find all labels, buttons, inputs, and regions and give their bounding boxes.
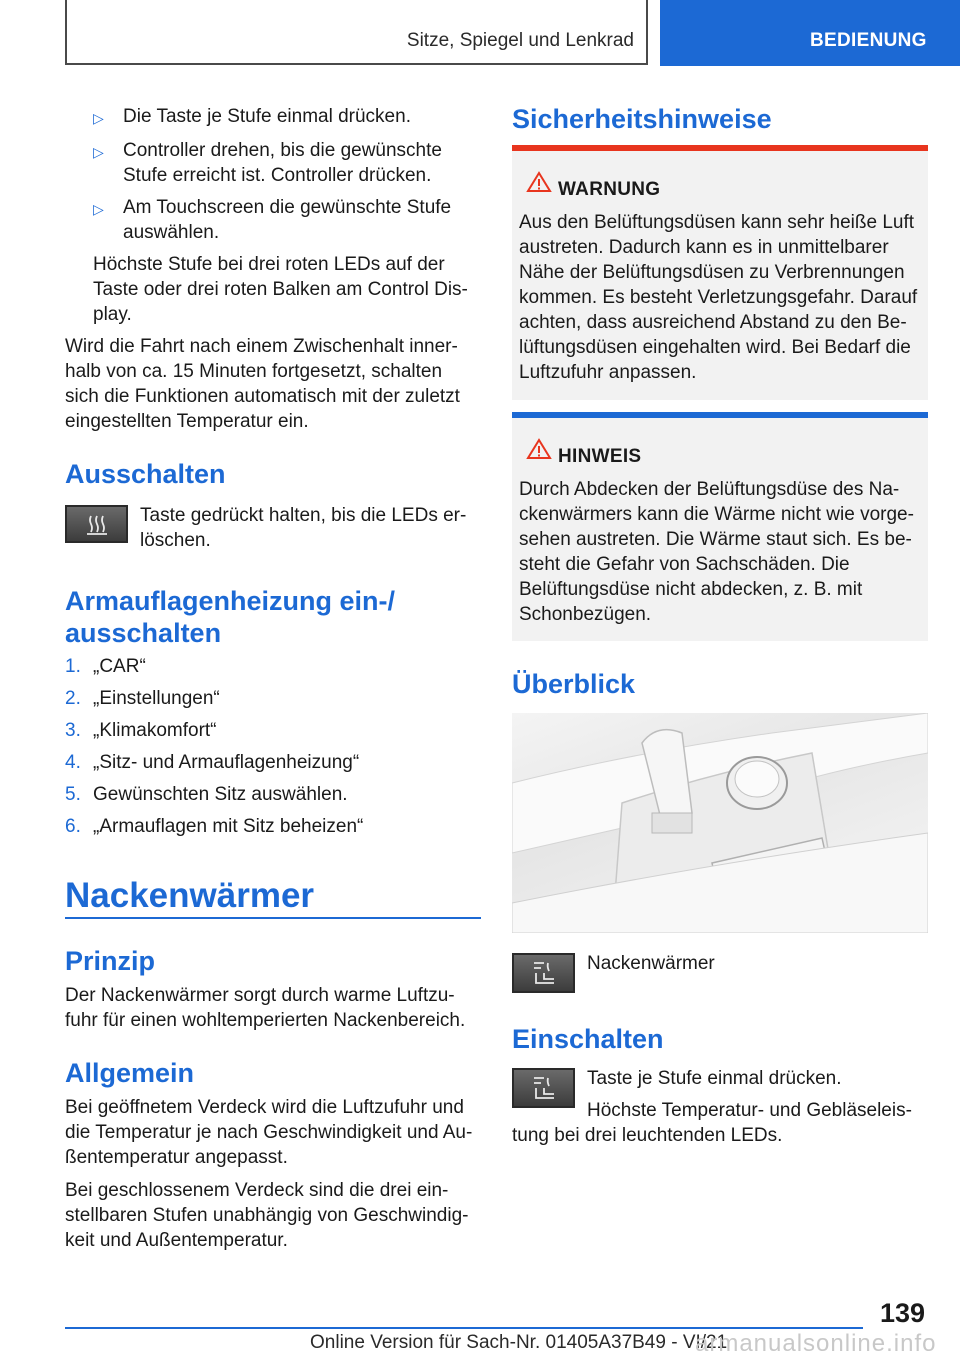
chapter-underline — [65, 917, 481, 919]
center-console-photo — [512, 713, 928, 933]
einschalten-heading: Einschalten — [512, 1024, 664, 1054]
seat-heating-button-icon — [65, 505, 128, 543]
notice-box — [512, 412, 928, 641]
einschalten-text-1: Taste je Stufe einmal drücken. — [587, 1068, 842, 1089]
max-level-note: Höchste Stufe bei drei roten LEDs auf der Taste oder drei roten Balken am Control Dis- play. — [93, 254, 468, 325]
step-number: 5. — [65, 784, 81, 805]
button-caption: Nackenwärmer — [587, 953, 715, 974]
warning-box — [512, 145, 928, 400]
notice-title: HINWEIS — [558, 446, 642, 467]
section-title: Sitze, Spiegel und Lenkrad — [406, 30, 634, 51]
warning-triangle-icon — [526, 171, 552, 193]
tab-bedienung-label: BEDIENUNG — [810, 30, 927, 51]
einschalten-text-2b: tung bei drei leuchtenden LEDs. — [512, 1125, 783, 1146]
step-text: „Klimakomfort“ — [93, 720, 217, 741]
prinzip-text: Der Nackenwärmer sorgt durch warme Luftzu- fuhr für einen wohltemperierten Nackenbereich. — [65, 985, 466, 1031]
step-text: „CAR“ — [93, 656, 146, 677]
page-number: 139 — [880, 1298, 926, 1328]
step-text: „Einstellungen“ — [93, 688, 220, 709]
prinzip-heading: Prinzip — [65, 946, 156, 976]
einschalten-text-2a: Höchste Temperatur- und Gebläseleis- — [587, 1100, 912, 1121]
allgemein-text-1: Bei geöffnetem Verdeck wird die Luftzufuhr und die Temperatur je nach Geschwindigkeit und Au- ßentemperatur angepasst. — [65, 1097, 473, 1168]
bullet-item: Controller drehen, bis die gewünschte Stufe erreicht ist. Controller drücken. — [123, 140, 442, 186]
tab-bedienung[interactable] — [660, 0, 960, 66]
step-number: 2. — [65, 688, 81, 709]
allgemein-heading: Allgemein — [65, 1058, 195, 1088]
bullet-item: Am Touchscreen die gewünschte Stufe auswählen. — [123, 197, 452, 243]
watermark: armanualsonline.info — [695, 1330, 937, 1357]
notice-triangle-icon — [526, 438, 552, 460]
allgemein-text-2: Bei geschlossenem Verdeck sind die drei ein- stellbaren Stufen unabhängig von Geschwindig- keit und Außentemperatur. — [65, 1180, 469, 1251]
bullet-triangle-icon: ▷ — [93, 110, 104, 126]
armauflage-heading: Armauflagenheizung ein-/ ausschalten — [65, 586, 396, 648]
step-number: 6. — [65, 816, 81, 837]
neck-warmer-button-icon — [512, 1068, 575, 1108]
overview-heading: Überblick — [512, 669, 636, 699]
step-number: 1. — [65, 656, 81, 677]
step-text: „Armauflagen mit Sitz beheizen“ — [93, 816, 364, 837]
header-box — [65, 0, 648, 65]
bullet-item: Die Taste je Stufe einmal drücken. — [123, 106, 411, 127]
notice-text: Durch Abdecken der Belüftungsdüse des Na- ckenwärmers kann die Wärme nicht wie vorge- sehen austreten. Die Wärme staut sich. Es be- steht die Gefahr von Sachschäden. Die Belüftungsdüse nicht abdecken, z. B. mit Schonbezügen. — [519, 479, 914, 625]
step-number: 3. — [65, 720, 81, 741]
ausschalten-text: Taste gedrückt halten, bis die LEDs er- löschen. — [140, 505, 467, 551]
safety-heading: Sicherheitshinweise — [512, 104, 772, 134]
warning-text: Aus den Belüftungsdüsen kann sehr heiße Luft austreten. Dadurch kann es in unmittelbarer Nähe der Belüftungsdüsen zu Verbrennungen kommen. Es besteht Verletzungsgefahr. Darauf achten, dass ausreichend Abstand zu den Be- lüftungsdüsen eingehalten wird. Bei Bedarf die Luftzufuhr anpassen. — [519, 212, 918, 383]
bullet-triangle-icon: ▷ — [93, 144, 104, 160]
footer-online-version: Online Version für Sach-Nr. 01405A37B49 - VI/21 — [310, 1332, 728, 1353]
bullet-triangle-icon: ▷ — [93, 201, 104, 217]
ausschalten-heading: Ausschalten — [65, 459, 226, 489]
step-text: „Sitz- und Armauflagenheizung“ — [93, 752, 360, 773]
step-text: Gewünschten Sitz auswählen. — [93, 784, 348, 805]
neck-warmer-button-icon — [512, 953, 575, 993]
step-number: 4. — [65, 752, 81, 773]
resume-note: Wird die Fahrt nach einem Zwischenhalt inner- halb von ca. 15 Minuten fortgesetzt, schalten sich die Funktionen automatisch mit der zuletzt eingestellten Temperatur ein. — [65, 336, 460, 432]
footer-divider — [65, 1327, 863, 1329]
chapter-title: Nackenwärmer — [65, 876, 315, 915]
warning-title: WARNUNG — [558, 179, 661, 200]
